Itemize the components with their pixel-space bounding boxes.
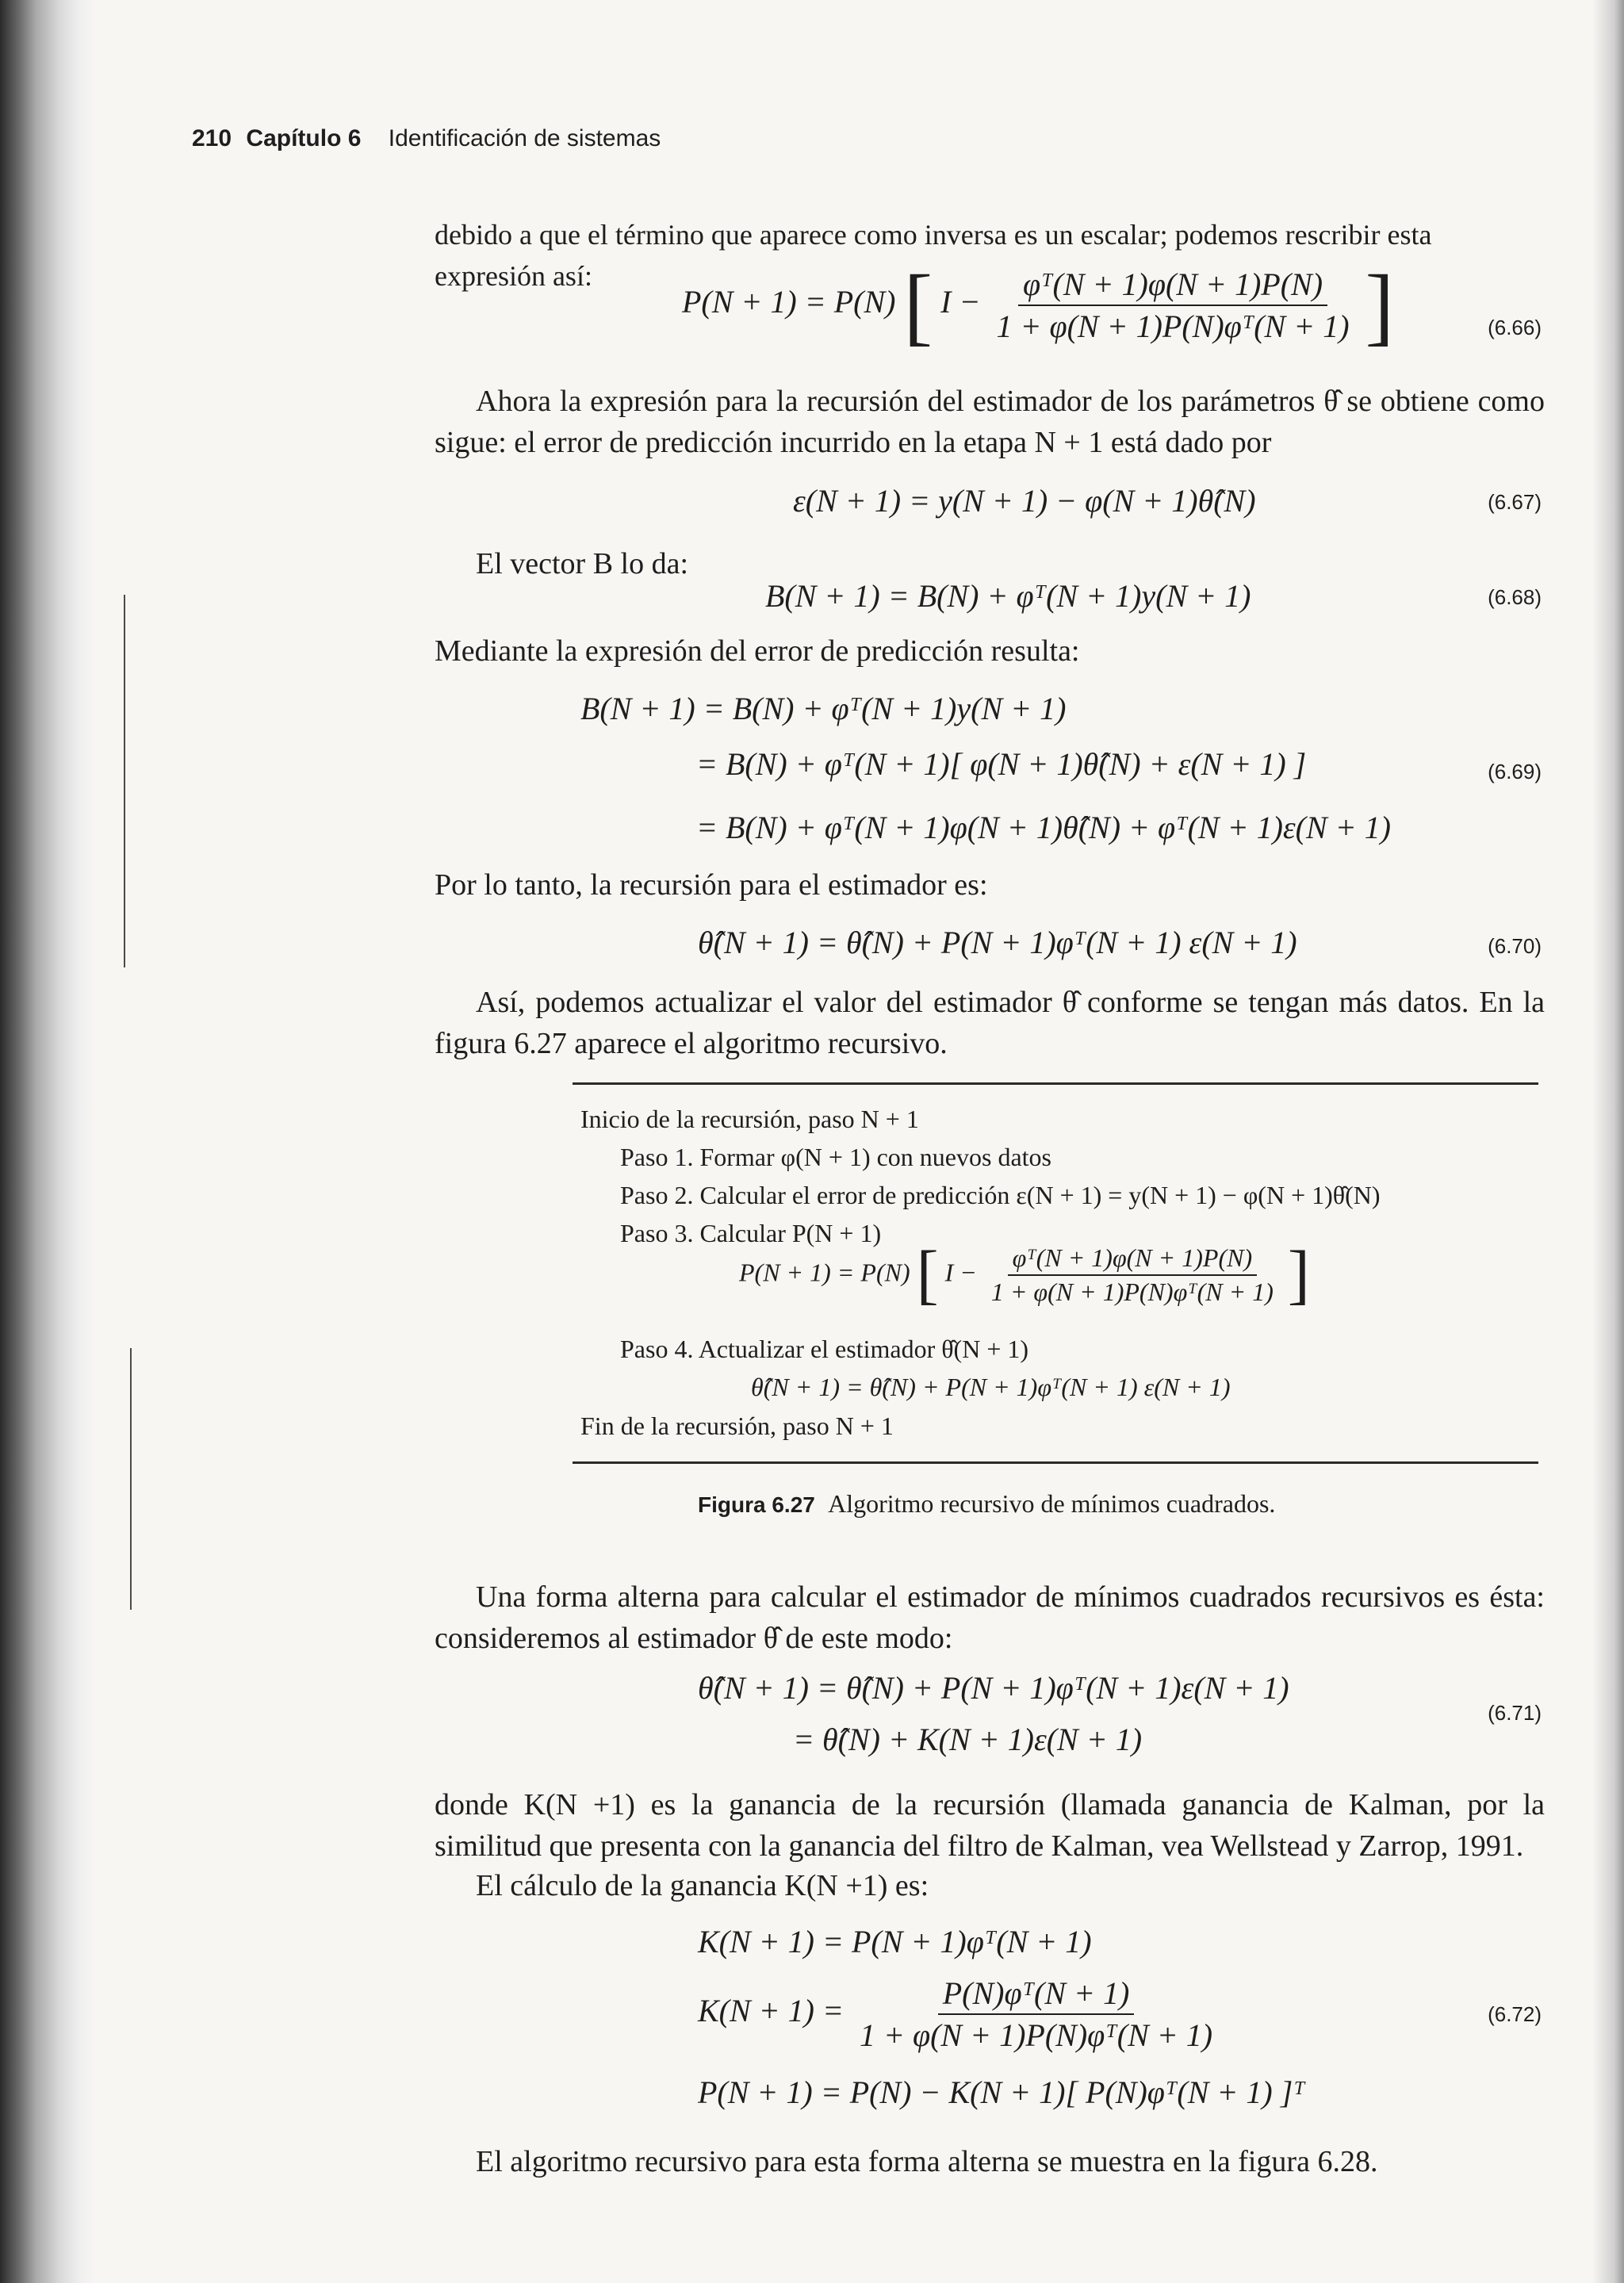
figure-step-4-equation: θ̂(N + 1) = θ̂(N) + P(N + 1)φᵀ(N + 1) ε(N + 1) <box>751 1373 1231 1401</box>
paragraph-text: El algoritmo recursivo para esta forma alterna se muestra en la figura 6.28. <box>476 2145 1378 2178</box>
paragraph <box>435 1576 1545 1659</box>
equation-6-68: B(N + 1) = B(N) + φᵀ(N + 1)y(N + 1) <box>765 578 1251 614</box>
equation-number: (6.72) <box>1488 2002 1542 2026</box>
equation-6-69-line-3: = B(N) + φᵀ(N + 1)φ(N + 1)θ̂(N) + φᵀ(N + 1)ε(N + 1) <box>696 810 1391 845</box>
paragraph <box>435 1865 1545 1906</box>
figure-caption <box>698 1489 1275 1519</box>
fraction-numerator: φᵀ(N + 1)φ(N + 1)P(N) <box>1018 266 1327 306</box>
fraction <box>855 1975 1217 2054</box>
page-number: 210 <box>192 125 232 151</box>
figure-line-start: Inicio de la recursión, paso N + 1 <box>580 1105 919 1133</box>
equation-lhs: K(N + 1) = <box>698 1993 844 2029</box>
equation-lhs: P(N + 1) = P(N) <box>739 1258 910 1287</box>
paragraph <box>435 1784 1545 1867</box>
figure-line-end: Fin de la recursión, paso N + 1 <box>580 1412 894 1440</box>
equation-number: (6.71) <box>1488 1701 1542 1725</box>
chapter-label: Capítulo 6 <box>246 125 362 151</box>
paragraph <box>435 864 1545 906</box>
equation-number: (6.66) <box>1488 316 1542 339</box>
paragraph <box>435 630 1545 672</box>
paragraph-text: Una forma alterna para calcular el estimador de mínimos cuadrados recursivos es ésta: consideremos al estimador θ̂ de este modo: <box>435 1580 1545 1655</box>
equation-6-72-line-1: K(N + 1) = P(N + 1)φᵀ(N + 1) <box>698 1924 1092 1959</box>
figure-caption-text: Algoritmo recursivo de mínimos cuadrados. <box>828 1489 1276 1518</box>
fraction-denominator: 1 + φ(N + 1)P(N)φᵀ(N + 1) <box>859 2017 1213 2053</box>
binding-shadow-right <box>1592 0 1624 2283</box>
equation-number: (6.67) <box>1488 490 1542 514</box>
paragraph-text: Mediante la expresión del error de predicción resulta: <box>435 634 1080 668</box>
paragraph-text: Por lo tanto, la recursión para el estimador es: <box>435 868 988 902</box>
bracket-open: [ <box>903 257 933 354</box>
equation-6-71-line-2: = θ̂(N) + K(N + 1)ε(N + 1) <box>793 1722 1143 1757</box>
figure-step-2: Paso 2. Calcular el error de predicción ε(N + 1) = y(N + 1) − φ(N + 1)θ̂(N) <box>620 1181 1381 1209</box>
identity-symbol: I − <box>940 284 981 320</box>
equation-6-70: θ̂(N + 1) = θ̂(N) + P(N + 1)φᵀ(N + 1) ε(N + 1) <box>698 925 1297 960</box>
paragraph-text: Así, podemos actualizar el valor del estimador θ̂ conforme se tengan más datos. En la figura 6.27 aparece el algoritmo recursivo. <box>435 986 1545 1060</box>
paragraph-text: Ahora la expresión para la recursión del estimador de los parámetros θ̂ se obtiene como sigue: el error de predicción incurrido en la etapa N + 1 está dado por <box>435 385 1545 459</box>
figure-step-1: Paso 1. Formar φ(N + 1) con nuevos datos <box>620 1143 1051 1171</box>
identity-symbol: I − <box>944 1258 977 1287</box>
paragraph <box>435 2141 1545 2182</box>
equation-6-69-line-2: = B(N) + φᵀ(N + 1)[ φ(N + 1)θ̂(N) + ε(N + 1) ] <box>696 746 1307 782</box>
fraction-denominator: 1 + φ(N + 1)P(N)φᵀ(N + 1) <box>996 308 1350 344</box>
paragraph <box>435 381 1545 463</box>
equation-number: (6.70) <box>1488 934 1542 958</box>
equation-number: (6.69) <box>1488 760 1542 783</box>
paragraph-text: El vector B lo da: <box>476 547 689 580</box>
fraction-numerator: φᵀ(N + 1)φ(N + 1)P(N) <box>1008 1243 1257 1276</box>
paragraph-text: debido a que el término que aparece como inversa es un escalar; podemos rescribir esta expresión así: <box>435 219 1432 292</box>
paragraph-text: donde K(N +1) es la ganancia de la recursión (llamada ganancia de Kalman, por la similitud que presenta con la ganancia del filtro de Kalman, vea Wellstead y Zarrop, 1991. <box>435 1788 1545 1863</box>
margin-rule <box>124 595 125 967</box>
figure-label: Figura 6.27 <box>698 1492 815 1517</box>
equation-6-72-line-3: P(N + 1) = P(N) − K(N + 1)[ P(N)φᵀ(N + 1) ]ᵀ <box>698 2074 1305 2110</box>
section-title: Identificación de sistemas <box>388 125 661 151</box>
bracket-close: ] <box>1365 257 1395 354</box>
bracket-open: [ <box>916 1238 939 1312</box>
fraction <box>986 1243 1278 1307</box>
figure-step-3: Paso 3. Calcular P(N + 1) <box>620 1219 882 1247</box>
equation-lhs: P(N + 1) = P(N) <box>682 284 896 320</box>
equation-6-69-line-1: B(N + 1) = B(N) + φᵀ(N + 1)y(N + 1) <box>580 691 1067 726</box>
figure-box <box>573 1082 1538 1464</box>
equation-number: (6.68) <box>1488 585 1542 609</box>
equation-6-72-line-2 <box>698 1975 1220 2054</box>
fraction <box>991 266 1354 345</box>
fraction-numerator: P(N)φᵀ(N + 1) <box>938 1975 1135 2015</box>
paragraph <box>435 982 1545 1064</box>
equation-6-71-line-1: θ̂(N + 1) = θ̂(N) + P(N + 1)φᵀ(N + 1)ε(N + 1) <box>698 1670 1289 1706</box>
margin-rule <box>130 1348 132 1610</box>
figure-step-4: Paso 4. Actualizar el estimador θ̂(N + 1) <box>620 1335 1029 1363</box>
bracket-close: ] <box>1287 1238 1310 1312</box>
equation-6-67: ε(N + 1) = y(N + 1) − φ(N + 1)θ̂(N) <box>793 483 1256 519</box>
figure-step-3-equation <box>739 1238 1310 1312</box>
running-header <box>192 125 661 152</box>
binding-shadow-left <box>0 0 95 2283</box>
fraction-denominator: 1 + φ(N + 1)P(N)φᵀ(N + 1) <box>990 1277 1274 1306</box>
paragraph-text: El cálculo de la ganancia K(N +1) es: <box>476 1869 929 1902</box>
equation-6-66 <box>682 257 1395 354</box>
